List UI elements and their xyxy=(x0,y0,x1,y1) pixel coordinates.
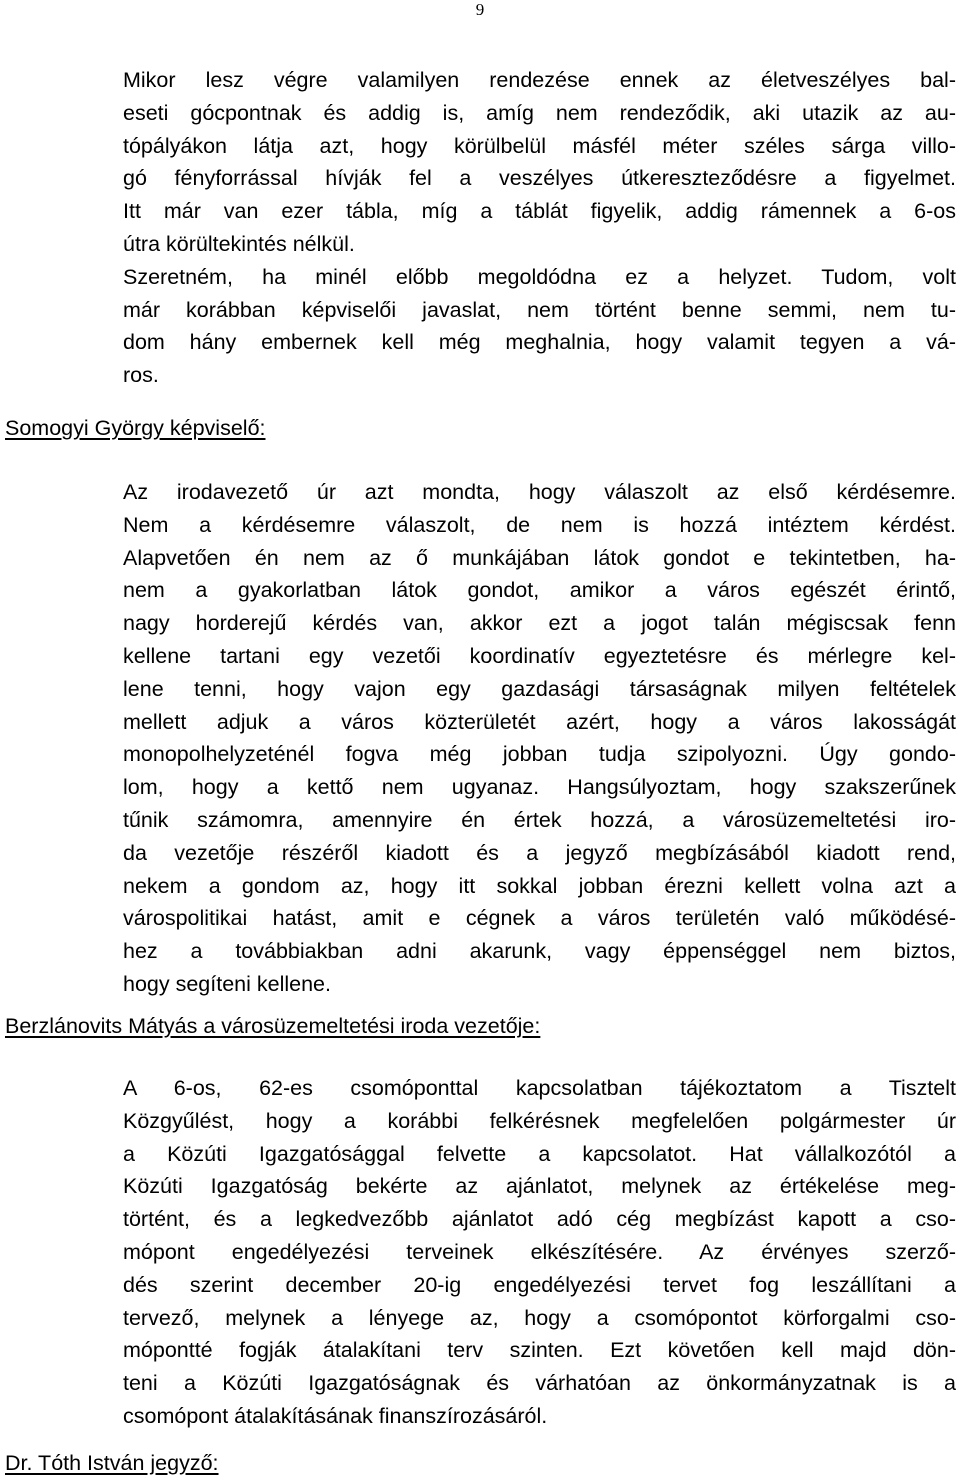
text-line: A 6-os, 62-es csomóponttal kapcsolatban tájékoztatom a Tisztelt xyxy=(123,1076,956,1100)
text-line: mópontté fogják átalakítani terv szinten. Ezt követően kell majd dön- xyxy=(123,1338,956,1363)
text-line: lene tenni, hogy vajon egy gazdasági társaságnak milyen feltételek xyxy=(123,676,956,701)
text-line: ros. xyxy=(123,363,159,388)
text-line: történt, és a legkedvezőbb ajánlatot adó cég megbízást kapott a cso- xyxy=(123,1207,956,1232)
text-line: tópályákon látja azt, hogy körülbelül másfél méter széles sárga villo- xyxy=(123,133,956,158)
text-line: kellene tartani egy vezetői koordinatív egyeztetésre és mérlegre kel- xyxy=(123,643,956,668)
speaker-heading-berzlanovits: Berzlánovits Mátyás a városüzemeltetési iroda vezetője: xyxy=(5,1014,541,1038)
page-number: 9 xyxy=(475,0,485,19)
text-line: lom, hogy a kettő nem ugyanaz. Hangsúlyoztam, hogy szakszerűnek xyxy=(123,775,956,800)
text-line: Közgyűlést, hogy a korábbi felkérésnek megfelelően polgármester úr xyxy=(123,1108,956,1133)
text-line: Közúti Igazgatóság bekérte az ajánlatot, melynek az értékelése meg- xyxy=(123,1174,956,1199)
text-line: mópont engedélyezési terveinek elkészítésére. Az érvényes szerző- xyxy=(123,1239,956,1264)
paragraph-berzlanovits xyxy=(123,1072,956,1433)
text-line: Alapvetően én nem az ő munkájában látok gondot e tekintetben, ha- xyxy=(123,545,956,570)
text-line: mellett adjuk a város közterületét azért, hogy a város lakosságát xyxy=(123,709,956,734)
speaker-heading-somogyi: Somogyi György képviselő: xyxy=(5,416,266,440)
text-line: monopolhelyzeténél fogva még jobban tudja szipolyozni. Úgy gondo- xyxy=(123,742,956,767)
text-line: da vezetője részéről kiadott és a jegyző megbízásából kiadott rend, xyxy=(123,840,956,865)
speaker-heading-toth: Dr. Tóth István jegyző: xyxy=(5,1451,219,1475)
text-line: várospolitikai hatást, amit e cégnek a város területén való működésé- xyxy=(123,906,956,931)
text-line: tervező, melynek a lényege az, hogy a csomópontot körforgalmi cso- xyxy=(123,1305,956,1330)
text-line: nagy horderejű kérdés van, akkor ezt a jogot talán mégiscsak fenn xyxy=(123,611,956,636)
text-line: útra körültekintés nélkül. xyxy=(123,231,355,256)
text-line: csomópont átalakításának finanszírozásáról. xyxy=(123,1403,548,1428)
text-line: gó fényforrással hívják fel a veszélyes útkereszteződésre a figyelmet. xyxy=(123,166,956,191)
text-line: dés szerint december 20-ig engedélyezési tervet fog leszállítani a xyxy=(123,1272,956,1297)
text-line: tűnik számomra, amennyire én értek hozzá, a városüzemeltetési iro- xyxy=(123,807,956,832)
text-line: hez a továbbiakban adni akarunk, vagy éppenséggel nem biztos, xyxy=(123,939,956,964)
paragraph-question xyxy=(123,64,956,392)
text-line: a Közúti Igazgatósággal felvette a kapcsolatot. Hat vállalkozótól a xyxy=(123,1141,956,1166)
text-line: már korábban képviselői javaslat, nem történt benne semmi, nem tu- xyxy=(123,297,956,322)
text-line: Nem a kérdésemre válaszolt, de nem is hozzá intéztem kérdést. xyxy=(123,512,956,537)
text-line: dom hány embernek kell még meghalnia, hogy valamit tegyen a vá- xyxy=(123,330,956,355)
text-line: nem a gyakorlatban látok gondot, amikor a város egészét érintő, xyxy=(123,578,956,603)
text-line: eseti gócpontnak és addig is, amíg nem rendeződik, aki utazik az au- xyxy=(123,100,956,125)
text-line: Az irodavezető úr azt mondta, hogy válaszolt az első kérdésemre. xyxy=(123,480,956,504)
text-line: Mikor lesz végre valamilyen rendezése ennek az életveszélyes bal- xyxy=(123,68,956,92)
text-line: hogy segíteni kellene. xyxy=(123,971,331,996)
text-line: Szeretném, ha minél előbb megoldódna ez a helyzet. Tudom, volt xyxy=(123,264,956,289)
paragraph-somogyi xyxy=(123,476,956,1001)
text-line: nekem a gondom az, hogy itt sokkal jobban érezni kellett volna azt a xyxy=(123,873,956,898)
text-line: teni a Közúti Igazgatóságnak és várhatóan az önkormányzatnak is a xyxy=(123,1371,956,1396)
text-line: Itt már van ezer tábla, míg a táblát figyelik, addig rámennek a 6-os xyxy=(123,199,956,224)
